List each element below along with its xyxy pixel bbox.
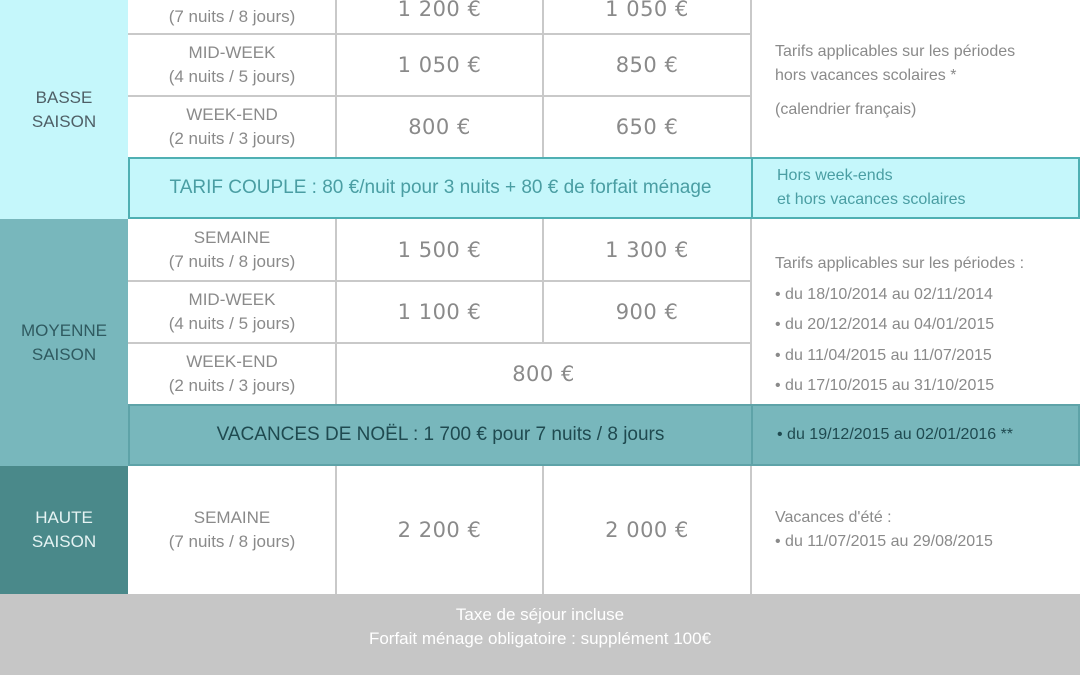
price-moyenne-midweek-2 <box>543 281 751 343</box>
price-moyenne-weekend-merged <box>336 343 751 404</box>
price-text: 2 000 € <box>605 518 689 542</box>
duration-detail: (4 nuits / 5 jours) <box>168 67 296 86</box>
period-item: • du 11/04/2015 au 11/07/2015 <box>775 346 992 364</box>
price-basse-weekend-1 <box>336 96 543 157</box>
grid-line <box>750 219 752 404</box>
grid-line <box>335 0 337 157</box>
tarif-couple-text: TARIF COUPLE : 80 €/nuit pour 3 nuits + 80 € de forfait ménage <box>169 177 712 198</box>
price-text: 1 050 € <box>397 53 482 77</box>
price-text: 800 € <box>408 114 471 139</box>
price-haute-semaine-1 <box>336 466 543 594</box>
duration-title: MID-WEEK <box>188 43 276 62</box>
duration-detail: (4 nuits / 5 jours) <box>168 314 296 333</box>
noel-text: VACANCES DE NOËL : 1 700 € pour 7 nuits / 8 jours <box>216 424 665 445</box>
tarif-couple-banner <box>128 157 751 219</box>
season-label-haute <box>0 466 128 594</box>
note-moyenne <box>751 249 1080 399</box>
note-line: et hors vacances scolaires <box>777 191 966 208</box>
note-haute <box>751 466 1080 594</box>
duration-text: (7 nuits / 8 jours) <box>168 7 296 26</box>
grid-line <box>542 466 544 594</box>
duration-title: SEMAINE <box>193 228 271 247</box>
duration-basse-midweek <box>128 34 336 96</box>
duration-basse-semaine <box>128 0 336 34</box>
duration-title: WEEK-END <box>186 351 278 371</box>
price-basse-weekend-2 <box>543 96 751 157</box>
duration-moyenne-weekend <box>128 343 336 404</box>
duration-detail: (7 nuits / 8 jours) <box>168 252 296 271</box>
duration-title: MID-WEEK <box>188 290 276 309</box>
price-text: 1 050 € <box>605 0 689 21</box>
duration-detail: (2 nuits / 3 jours) <box>168 375 296 395</box>
grid-line <box>128 33 751 35</box>
price-text: 850 € <box>615 53 679 77</box>
price-moyenne-semaine-2 <box>543 219 751 281</box>
price-text: 800 € <box>512 361 575 386</box>
season-haute-line2: SAISON <box>31 532 97 551</box>
note-line: Tarifs applicables sur les périodes <box>775 43 1016 60</box>
duration-moyenne-midweek <box>128 281 336 343</box>
duration-detail: (2 nuits / 3 jours) <box>168 128 296 148</box>
grid-line <box>128 342 751 344</box>
grid-line <box>128 280 751 282</box>
price-text: 900 € <box>615 300 679 324</box>
season-label-basse <box>0 0 128 219</box>
footer-notes <box>0 594 1080 675</box>
price-text: 1 100 € <box>397 300 482 324</box>
season-haute-line1: HAUTE <box>35 508 93 527</box>
price-text: 2 200 € <box>397 518 482 542</box>
price-basse-midweek-1 <box>336 34 543 96</box>
price-basse-semaine-2 <box>543 0 751 34</box>
price-moyenne-midweek-1 <box>336 281 543 343</box>
grid-line <box>335 219 337 404</box>
season-label-moyenne <box>0 219 128 466</box>
price-text: 1 500 € <box>397 238 482 262</box>
note-line: Hors week-ends <box>777 167 893 184</box>
grid-line <box>128 95 751 97</box>
duration-title: SEMAINE <box>193 508 271 527</box>
period-item: • du 20/12/2014 au 04/01/2015 <box>775 316 995 333</box>
season-moyenne-line2: SAISON <box>31 344 97 364</box>
note-basse <box>751 40 1080 130</box>
duration-basse-weekend <box>128 96 336 157</box>
note-line: Tarifs applicables sur les périodes : <box>775 255 1025 272</box>
tarif-couple-note <box>751 157 1080 219</box>
duration-title: WEEK-END <box>186 104 278 124</box>
season-basse-line1: BASSE <box>35 87 93 107</box>
note-line: • du 11/07/2015 au 29/08/2015 <box>775 533 993 550</box>
duration-moyenne-semaine <box>128 219 336 281</box>
price-text: 1 200 € <box>397 0 482 21</box>
note-line: hors vacances scolaires * <box>775 67 957 84</box>
footer-line-cleaning: Forfait ménage obligatoire : supplément 100€ <box>368 629 712 648</box>
note-line: (calendrier français) <box>775 101 917 118</box>
footer-line-tax: Taxe de séjour incluse <box>455 605 625 624</box>
note-line: Vacances d'été : <box>775 509 892 526</box>
price-basse-semaine-1 <box>336 0 543 34</box>
period-item: • du 18/10/2014 au 02/11/2014 <box>775 285 993 303</box>
price-basse-midweek-2 <box>543 34 751 96</box>
grid-line <box>335 466 337 594</box>
period-item: • du 17/10/2015 au 31/10/2015 <box>775 377 995 394</box>
price-moyenne-semaine-1 <box>336 219 543 281</box>
grid-line <box>542 0 544 157</box>
duration-detail: (7 nuits / 8 jours) <box>168 532 296 551</box>
price-haute-semaine-2 <box>543 466 751 594</box>
noel-note <box>751 404 1080 466</box>
grid-line <box>750 466 752 594</box>
noel-banner <box>128 404 751 466</box>
season-moyenne-line1: MOYENNE <box>21 320 107 340</box>
note-line: • du 19/12/2015 au 02/01/2016 ** <box>777 426 1014 443</box>
season-basse-line2: SAISON <box>31 111 97 131</box>
duration-haute-semaine <box>128 466 336 594</box>
price-text: 650 € <box>615 114 679 139</box>
price-text: 1 300 € <box>605 238 689 262</box>
grid-line <box>750 0 752 157</box>
